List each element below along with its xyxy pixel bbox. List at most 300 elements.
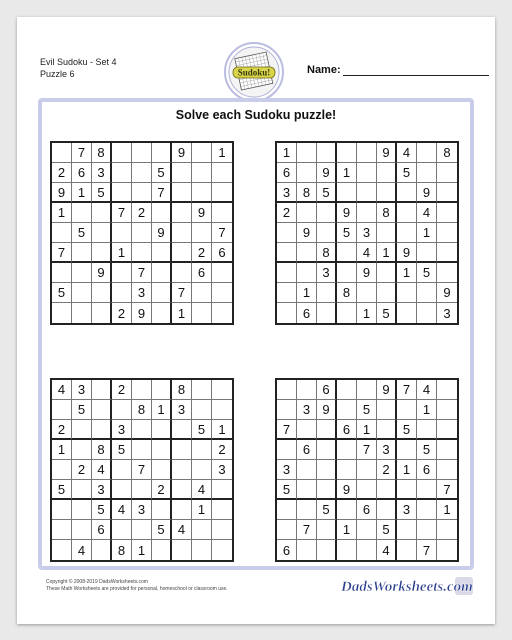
sudoku-cell[interactable] [377, 183, 397, 203]
sudoku-cell[interactable] [212, 500, 232, 520]
sudoku-cell[interactable]: 4 [112, 500, 132, 520]
sudoku-cell[interactable]: 7 [172, 283, 192, 303]
sudoku-cell[interactable] [72, 283, 92, 303]
sudoku-cell[interactable] [132, 143, 152, 163]
sudoku-cell[interactable] [192, 223, 212, 243]
brand-logo[interactable] [337, 575, 477, 597]
sudoku-cell[interactable]: 5 [317, 183, 337, 203]
sudoku-cell[interactable] [337, 303, 357, 323]
sudoku-cell[interactable] [112, 143, 132, 163]
sudoku-cell[interactable] [192, 540, 212, 560]
sudoku-cell[interactable] [377, 263, 397, 283]
sudoku-cell[interactable] [317, 480, 337, 500]
sudoku-cell[interactable] [92, 540, 112, 560]
sudoku-cell[interactable]: 9 [317, 400, 337, 420]
sudoku-cell[interactable] [437, 243, 457, 263]
sudoku-cell[interactable] [92, 203, 112, 223]
sudoku-cell[interactable] [172, 420, 192, 440]
sudoku-cell[interactable] [112, 283, 132, 303]
sudoku-cell[interactable]: 9 [337, 203, 357, 223]
sudoku-cell[interactable]: 1 [212, 420, 232, 440]
sudoku-cell[interactable] [152, 440, 172, 460]
sudoku-cell[interactable] [192, 163, 212, 183]
sudoku-cell[interactable] [132, 183, 152, 203]
sudoku-cell[interactable] [297, 243, 317, 263]
sudoku-cell[interactable]: 1 [72, 183, 92, 203]
sudoku-cell[interactable] [152, 283, 172, 303]
sudoku-cell[interactable] [417, 283, 437, 303]
sudoku-cell[interactable] [92, 420, 112, 440]
sudoku-cell[interactable] [132, 380, 152, 400]
sudoku-cell[interactable] [112, 400, 132, 420]
sudoku-cell[interactable]: 5 [92, 500, 112, 520]
sudoku-cell[interactable] [337, 143, 357, 163]
sudoku-cell[interactable] [52, 223, 72, 243]
sudoku-cell[interactable]: 8 [92, 440, 112, 460]
sudoku-cell[interactable] [317, 223, 337, 243]
sudoku-cell[interactable] [317, 143, 337, 163]
sudoku-cell[interactable]: 4 [397, 143, 417, 163]
sudoku-cell[interactable] [172, 163, 192, 183]
sudoku-cell[interactable]: 9 [417, 183, 437, 203]
sudoku-cell[interactable] [152, 263, 172, 283]
sudoku-cell[interactable] [192, 303, 212, 323]
sudoku-cell[interactable]: 7 [72, 143, 92, 163]
sudoku-cell[interactable] [417, 420, 437, 440]
sudoku-cell[interactable]: 5 [397, 420, 417, 440]
sudoku-cell[interactable] [297, 143, 317, 163]
sudoku-cell[interactable] [52, 263, 72, 283]
sudoku-cell[interactable]: 1 [212, 143, 232, 163]
sudoku-cell[interactable]: 5 [72, 223, 92, 243]
sudoku-cell[interactable]: 1 [192, 500, 212, 520]
sudoku-cell[interactable] [417, 500, 437, 520]
sudoku-cell[interactable]: 1 [337, 163, 357, 183]
sudoku-cell[interactable] [377, 400, 397, 420]
sudoku-cell[interactable] [152, 143, 172, 163]
sudoku-cell[interactable] [72, 243, 92, 263]
sudoku-cell[interactable] [52, 500, 72, 520]
sudoku-cell[interactable]: 3 [377, 440, 397, 460]
sudoku-cell[interactable] [277, 500, 297, 520]
sudoku-cell[interactable]: 2 [52, 163, 72, 183]
sudoku-cell[interactable] [397, 303, 417, 323]
sudoku-cell[interactable] [212, 520, 232, 540]
sudoku-cell[interactable] [192, 460, 212, 480]
sudoku-cell[interactable]: 9 [357, 263, 377, 283]
sudoku-cell[interactable]: 3 [72, 380, 92, 400]
sudoku-cell[interactable] [297, 420, 317, 440]
sudoku-cell[interactable]: 6 [317, 380, 337, 400]
sudoku-cell[interactable]: 5 [112, 440, 132, 460]
sudoku-cell[interactable] [52, 400, 72, 420]
sudoku-cell[interactable] [132, 420, 152, 440]
sudoku-cell[interactable]: 5 [192, 420, 212, 440]
sudoku-cell[interactable]: 2 [277, 203, 297, 223]
sudoku-cell[interactable] [437, 263, 457, 283]
sudoku-cell[interactable]: 2 [132, 203, 152, 223]
sudoku-cell[interactable] [437, 540, 457, 560]
sudoku-cell[interactable]: 7 [152, 183, 172, 203]
sudoku-cell[interactable]: 5 [52, 283, 72, 303]
sudoku-cell[interactable] [317, 303, 337, 323]
sudoku-cell[interactable] [337, 440, 357, 460]
sudoku-cell[interactable]: 3 [277, 183, 297, 203]
sudoku-cell[interactable] [172, 203, 192, 223]
sudoku-cell[interactable] [277, 283, 297, 303]
sudoku-cell[interactable]: 9 [337, 480, 357, 500]
sudoku-cell[interactable]: 5 [337, 223, 357, 243]
sudoku-cell[interactable]: 1 [52, 440, 72, 460]
sudoku-cell[interactable]: 4 [377, 540, 397, 560]
sudoku-cell[interactable] [437, 460, 457, 480]
sudoku-cell[interactable] [397, 440, 417, 460]
sudoku-cell[interactable]: 6 [277, 540, 297, 560]
sudoku-cell[interactable] [152, 420, 172, 440]
sudoku-cell[interactable] [277, 380, 297, 400]
sudoku-cell[interactable] [212, 263, 232, 283]
sudoku-cell[interactable]: 8 [337, 283, 357, 303]
sudoku-cell[interactable]: 1 [397, 263, 417, 283]
sudoku-cell[interactable]: 5 [317, 500, 337, 520]
sudoku-cell[interactable] [437, 203, 457, 223]
sudoku-cell[interactable]: 2 [72, 460, 92, 480]
sudoku-cell[interactable] [377, 283, 397, 303]
sudoku-cell[interactable] [377, 420, 397, 440]
sudoku-cell[interactable]: 4 [172, 520, 192, 540]
sudoku-cell[interactable]: 6 [297, 440, 317, 460]
sudoku-cell[interactable]: 3 [277, 460, 297, 480]
sudoku-cell[interactable] [72, 420, 92, 440]
sudoku-cell[interactable] [52, 460, 72, 480]
sudoku-cell[interactable]: 3 [112, 420, 132, 440]
name-field[interactable] [307, 64, 489, 76]
sudoku-cell[interactable] [192, 283, 212, 303]
sudoku-cell[interactable] [277, 303, 297, 323]
sudoku-cell[interactable]: 1 [152, 400, 172, 420]
sudoku-cell[interactable] [172, 183, 192, 203]
sudoku-cell[interactable] [317, 440, 337, 460]
sudoku-cell[interactable] [212, 400, 232, 420]
sudoku-cell[interactable]: 4 [92, 460, 112, 480]
sudoku-cell[interactable] [377, 500, 397, 520]
sudoku-cell[interactable] [112, 223, 132, 243]
sudoku-cell[interactable] [437, 183, 457, 203]
sudoku-cell[interactable] [357, 163, 377, 183]
sudoku-cell[interactable] [397, 480, 417, 500]
sudoku-cell[interactable] [92, 243, 112, 263]
sudoku-cell[interactable] [277, 223, 297, 243]
sudoku-cell[interactable] [337, 500, 357, 520]
sudoku-cell[interactable] [212, 163, 232, 183]
sudoku-cell[interactable] [172, 460, 192, 480]
sudoku-cell[interactable]: 8 [437, 143, 457, 163]
sudoku-cell[interactable] [132, 440, 152, 460]
sudoku-cell[interactable] [192, 380, 212, 400]
sudoku-cell[interactable]: 8 [297, 183, 317, 203]
sudoku-cell[interactable]: 1 [357, 303, 377, 323]
sudoku-cell[interactable] [132, 520, 152, 540]
sudoku-cell[interactable]: 7 [357, 440, 377, 460]
sudoku-cell[interactable] [297, 500, 317, 520]
sudoku-cell[interactable] [152, 243, 172, 263]
sudoku-cell[interactable]: 7 [397, 380, 417, 400]
sudoku-cell[interactable] [357, 540, 377, 560]
sudoku-cell[interactable] [377, 480, 397, 500]
sudoku-cell[interactable]: 1 [337, 520, 357, 540]
sudoku-cell[interactable]: 6 [212, 243, 232, 263]
sudoku-cell[interactable] [52, 540, 72, 560]
sudoku-cell[interactable]: 9 [132, 303, 152, 323]
sudoku-cell[interactable] [397, 540, 417, 560]
sudoku-cell[interactable] [212, 303, 232, 323]
sudoku-cell[interactable] [317, 203, 337, 223]
sudoku-cell[interactable]: 2 [152, 480, 172, 500]
sudoku-cell[interactable]: 7 [112, 203, 132, 223]
sudoku-cell[interactable]: 7 [132, 460, 152, 480]
sudoku-cell[interactable]: 4 [72, 540, 92, 560]
sudoku-cell[interactable] [52, 520, 72, 540]
sudoku-cell[interactable] [397, 283, 417, 303]
sudoku-cell[interactable] [357, 460, 377, 480]
sudoku-cell[interactable] [437, 440, 457, 460]
sudoku-cell[interactable] [152, 303, 172, 323]
sudoku-cell[interactable] [72, 520, 92, 540]
sudoku-cell[interactable] [437, 163, 457, 183]
sudoku-cell[interactable]: 6 [337, 420, 357, 440]
sudoku-cell[interactable]: 5 [92, 183, 112, 203]
sudoku-cell[interactable]: 9 [377, 143, 397, 163]
sudoku-cell[interactable] [152, 380, 172, 400]
sudoku-cell[interactable] [172, 263, 192, 283]
sudoku-cell[interactable] [277, 263, 297, 283]
sudoku-cell[interactable]: 8 [92, 143, 112, 163]
sudoku-cell[interactable]: 6 [357, 500, 377, 520]
sudoku-cell[interactable] [377, 223, 397, 243]
sudoku-cell[interactable] [172, 500, 192, 520]
sudoku-cell[interactable] [417, 143, 437, 163]
sudoku-cell[interactable] [72, 480, 92, 500]
sudoku-cell[interactable]: 3 [357, 223, 377, 243]
sudoku-cell[interactable]: 3 [212, 460, 232, 480]
sudoku-cell[interactable]: 8 [317, 243, 337, 263]
sudoku-cell[interactable]: 5 [417, 440, 437, 460]
sudoku-cell[interactable]: 2 [52, 420, 72, 440]
sudoku-cell[interactable] [92, 223, 112, 243]
sudoku-cell[interactable]: 9 [437, 283, 457, 303]
sudoku-cell[interactable]: 3 [172, 400, 192, 420]
sudoku-cell[interactable] [317, 420, 337, 440]
sudoku-cell[interactable] [112, 520, 132, 540]
sudoku-cell[interactable]: 9 [377, 380, 397, 400]
sudoku-cell[interactable]: 5 [52, 480, 72, 500]
sudoku-cell[interactable]: 4 [357, 243, 377, 263]
sudoku-cell[interactable] [437, 223, 457, 243]
sudoku-cell[interactable] [357, 203, 377, 223]
sudoku-cell[interactable]: 2 [112, 303, 132, 323]
sudoku-cell[interactable]: 9 [172, 143, 192, 163]
sudoku-cell[interactable] [212, 480, 232, 500]
sudoku-cell[interactable] [132, 163, 152, 183]
sudoku-cell[interactable] [437, 420, 457, 440]
sudoku-cell[interactable]: 7 [297, 520, 317, 540]
sudoku-cell[interactable] [337, 540, 357, 560]
sudoku-cell[interactable]: 5 [397, 163, 417, 183]
sudoku-cell[interactable] [112, 163, 132, 183]
sudoku-cell[interactable] [192, 183, 212, 203]
sudoku-cell[interactable] [72, 303, 92, 323]
sudoku-cell[interactable] [212, 540, 232, 560]
sudoku-cell[interactable]: 4 [52, 380, 72, 400]
sudoku-cell[interactable]: 1 [357, 420, 377, 440]
sudoku-cell[interactable] [212, 283, 232, 303]
sudoku-cell[interactable] [72, 263, 92, 283]
sudoku-cell[interactable] [397, 520, 417, 540]
sudoku-cell[interactable]: 5 [277, 480, 297, 500]
sudoku-cell[interactable]: 6 [92, 520, 112, 540]
sudoku-cell[interactable] [172, 440, 192, 460]
sudoku-cell[interactable]: 7 [417, 540, 437, 560]
sudoku-cell[interactable] [192, 400, 212, 420]
sudoku-cell[interactable] [72, 440, 92, 460]
sudoku-cell[interactable] [192, 520, 212, 540]
sudoku-cell[interactable]: 7 [52, 243, 72, 263]
sudoku-cell[interactable]: 7 [437, 480, 457, 500]
sudoku-cell[interactable]: 1 [172, 303, 192, 323]
sudoku-cell[interactable] [337, 183, 357, 203]
sudoku-cell[interactable] [277, 243, 297, 263]
sudoku-cell[interactable]: 2 [212, 440, 232, 460]
sudoku-cell[interactable] [172, 223, 192, 243]
sudoku-cell[interactable] [132, 480, 152, 500]
sudoku-cell[interactable] [112, 263, 132, 283]
sudoku-cell[interactable] [132, 223, 152, 243]
sudoku-cell[interactable]: 3 [92, 163, 112, 183]
sudoku-cell[interactable]: 8 [132, 400, 152, 420]
sudoku-cell[interactable]: 5 [152, 163, 172, 183]
sudoku-cell[interactable] [92, 380, 112, 400]
sudoku-cell[interactable] [437, 520, 457, 540]
sudoku-cell[interactable]: 4 [192, 480, 212, 500]
sudoku-cell[interactable]: 6 [277, 163, 297, 183]
sudoku-cell[interactable]: 1 [397, 460, 417, 480]
sudoku-cell[interactable] [357, 480, 377, 500]
sudoku-cell[interactable] [192, 440, 212, 460]
sudoku-cell[interactable]: 5 [72, 400, 92, 420]
sudoku-cell[interactable] [152, 500, 172, 520]
sudoku-cell[interactable] [437, 400, 457, 420]
sudoku-cell[interactable] [377, 163, 397, 183]
sudoku-cell[interactable]: 9 [297, 223, 317, 243]
sudoku-cell[interactable]: 4 [417, 380, 437, 400]
sudoku-cell[interactable]: 6 [192, 263, 212, 283]
sudoku-cell[interactable] [357, 380, 377, 400]
sudoku-cell[interactable]: 9 [92, 263, 112, 283]
sudoku-cell[interactable] [152, 460, 172, 480]
sudoku-cell[interactable] [72, 500, 92, 520]
sudoku-cell[interactable] [172, 540, 192, 560]
sudoku-cell[interactable]: 1 [437, 500, 457, 520]
sudoku-cell[interactable]: 8 [172, 380, 192, 400]
sudoku-cell[interactable] [297, 460, 317, 480]
sudoku-cell[interactable]: 5 [152, 520, 172, 540]
sudoku-cell[interactable] [357, 183, 377, 203]
sudoku-cell[interactable]: 9 [397, 243, 417, 263]
sudoku-cell[interactable]: 1 [377, 243, 397, 263]
sudoku-cell[interactable]: 3 [317, 263, 337, 283]
sudoku-cell[interactable] [357, 520, 377, 540]
sudoku-cell[interactable]: 2 [377, 460, 397, 480]
sudoku-cell[interactable] [277, 520, 297, 540]
sudoku-cell[interactable]: 1 [132, 540, 152, 560]
sudoku-cell[interactable] [417, 480, 437, 500]
sudoku-cell[interactable] [192, 143, 212, 163]
sudoku-cell[interactable] [52, 143, 72, 163]
sudoku-cell[interactable]: 1 [417, 223, 437, 243]
sudoku-cell[interactable] [357, 143, 377, 163]
sudoku-cell[interactable] [417, 243, 437, 263]
sudoku-cell[interactable]: 8 [112, 540, 132, 560]
sudoku-cell[interactable]: 3 [297, 400, 317, 420]
sudoku-cell[interactable] [417, 520, 437, 540]
sudoku-cell[interactable] [297, 380, 317, 400]
sudoku-cell[interactable]: 6 [72, 163, 92, 183]
sudoku-cell[interactable] [317, 283, 337, 303]
sudoku-cell[interactable] [112, 460, 132, 480]
sudoku-cell[interactable] [317, 460, 337, 480]
sudoku-cell[interactable] [337, 263, 357, 283]
sudoku-cell[interactable]: 8 [377, 203, 397, 223]
sudoku-cell[interactable] [297, 163, 317, 183]
sudoku-cell[interactable] [297, 540, 317, 560]
sudoku-cell[interactable] [212, 203, 232, 223]
sudoku-cell[interactable] [92, 283, 112, 303]
sudoku-cell[interactable] [437, 380, 457, 400]
sudoku-cell[interactable] [132, 243, 152, 263]
sudoku-cell[interactable] [397, 203, 417, 223]
sudoku-cell[interactable]: 5 [357, 400, 377, 420]
sudoku-cell[interactable]: 1 [112, 243, 132, 263]
sudoku-cell[interactable]: 1 [297, 283, 317, 303]
sudoku-cell[interactable] [212, 183, 232, 203]
sudoku-cell[interactable] [337, 243, 357, 263]
sudoku-cell[interactable] [152, 203, 172, 223]
sudoku-cell[interactable] [397, 223, 417, 243]
sudoku-cell[interactable] [297, 203, 317, 223]
sudoku-cell[interactable] [357, 283, 377, 303]
sudoku-cell[interactable] [337, 460, 357, 480]
sudoku-cell[interactable]: 1 [52, 203, 72, 223]
sudoku-cell[interactable] [212, 380, 232, 400]
sudoku-cell[interactable]: 6 [297, 303, 317, 323]
sudoku-cell[interactable]: 9 [152, 223, 172, 243]
sudoku-cell[interactable] [317, 520, 337, 540]
sudoku-cell[interactable]: 9 [192, 203, 212, 223]
sudoku-cell[interactable]: 7 [132, 263, 152, 283]
name-line[interactable] [343, 64, 489, 76]
sudoku-cell[interactable]: 3 [92, 480, 112, 500]
sudoku-cell[interactable] [52, 303, 72, 323]
sudoku-cell[interactable]: 5 [377, 520, 397, 540]
sudoku-cell[interactable] [172, 480, 192, 500]
sudoku-cell[interactable]: 7 [277, 420, 297, 440]
sudoku-cell[interactable] [92, 303, 112, 323]
sudoku-cell[interactable]: 4 [417, 203, 437, 223]
sudoku-cell[interactable] [417, 163, 437, 183]
sudoku-cell[interactable]: 3 [443, 305, 451, 321]
sudoku-cell[interactable]: 9 [317, 163, 337, 183]
sudoku-cell[interactable]: 5 [377, 303, 397, 323]
